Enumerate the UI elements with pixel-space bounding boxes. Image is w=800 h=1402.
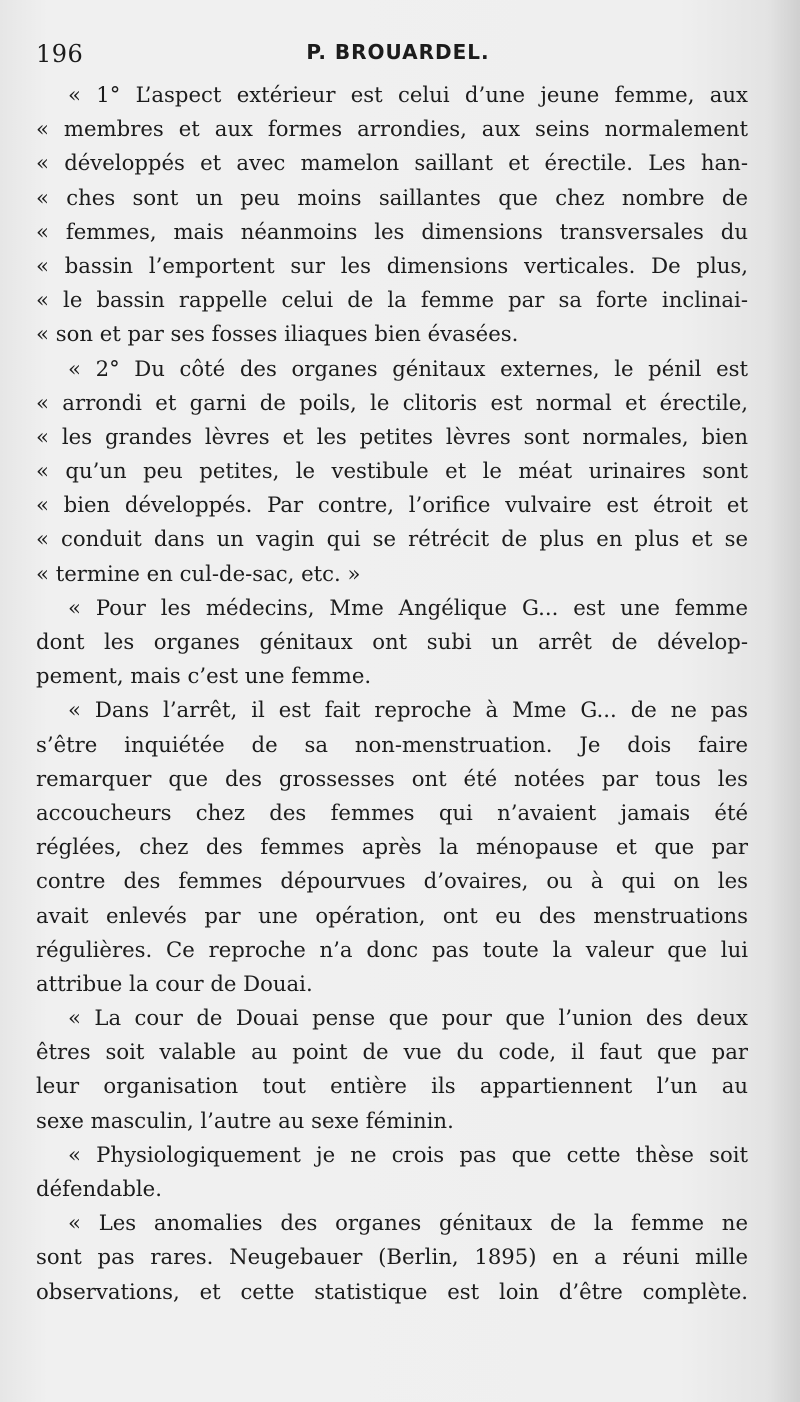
text-line: « femmes, mais néanmoins les dimensions transversales du — [36, 218, 748, 244]
text-line: « développés et avec mamelon saillant et érectile. Les han- — [36, 150, 748, 176]
text-line: contre des femmes dépourvues d’ovaires, ou à qui on les — [36, 868, 748, 894]
page-header — [36, 30, 760, 70]
text-line: observations, et cette statistique est loin d’être complète. — [36, 1278, 748, 1304]
text-line: défendable. — [36, 1176, 162, 1201]
text-line: leur organisation tout entière ils appartiennent l’un au — [36, 1073, 748, 1099]
text-line: « Dans l’arrêt, il est fait reproche à Mme G... de ne pas — [68, 697, 748, 723]
page-number: 196 — [36, 40, 84, 68]
text-line: « membres et aux formes arrondies, aux seins normalement — [36, 116, 748, 142]
text-line: « conduit dans un vagin qui se rétrécit de plus en plus et se — [36, 526, 748, 552]
text-line: « ches sont un peu moins saillantes que chez nombre de — [36, 184, 748, 210]
text-line: « arrondi et garni de poils, le clitoris est normal et érectile, — [36, 389, 748, 415]
text-line: « qu’un peu petites, le vestibule et le méat urinaires sont — [36, 458, 748, 484]
text-line: « 2° Du côté des organes génitaux externes, le pénil est — [68, 355, 748, 381]
text-line: réglées, chez des femmes après la ménopause et que par — [36, 834, 748, 860]
text-line: « 1° L’aspect extérieur est celui d’une jeune femme, aux — [68, 82, 748, 107]
text-line: régulières. Ce reproche n’a donc pas toute la valeur que lui — [36, 936, 748, 962]
text-line: « Pour les médecins, Mme Angélique G... est une femme — [68, 594, 748, 620]
text-line: avait enlevés par une opération, ont eu des menstruations — [36, 902, 748, 928]
text-line: « Les anomalies des organes génitaux de la femme ne — [68, 1210, 748, 1236]
text-line: dont les organes génitaux ont subi un arrêt de dévelop- — [36, 629, 748, 654]
text-line: êtres soit valable au point de vue du code, il faut que par — [36, 1039, 748, 1065]
text-line: « La cour de Douai pense que pour que l’union des deux — [68, 1005, 748, 1031]
text-line: « bien développés. Par contre, l’orifice vulvaire est étroit et — [36, 492, 748, 518]
body-text — [36, 78, 748, 1309]
text-line: attribue la cour de Douai. — [36, 970, 313, 996]
text-line: sexe masculin, l’autre au sexe féminin. — [36, 1107, 454, 1133]
text-line: « son et par ses fosses iliaques bien évasées. — [36, 321, 519, 347]
text-line: « bassin l’emportent sur les dimensions verticales. De plus, — [36, 252, 748, 278]
text-line: « les grandes lèvres et les petites lèvres sont normales, bien — [36, 423, 748, 449]
running-head: P. BROUARDEL. — [306, 40, 490, 64]
text-line: sont pas rares. Neugebauer (Berlin, 1895) en a réuni mille — [36, 1244, 748, 1270]
text-line: accoucheurs chez des femmes qui n’avaient jamais été — [36, 799, 748, 825]
text-line: s’être inquiétée de sa non-menstruation. Je dois faire — [36, 731, 748, 757]
text-line: pement, mais c’est une femme. — [36, 663, 372, 689]
text-line: remarquer que des grossesses ont été notées par tous les — [36, 765, 748, 791]
text-line: « le bassin rappelle celui de la femme par sa forte inclinai- — [36, 287, 748, 313]
text-line: « termine en cul-de-sac, etc. » — [36, 560, 361, 586]
text-line: « Physiologiquement je ne crois pas que cette thèse soit — [68, 1141, 748, 1167]
